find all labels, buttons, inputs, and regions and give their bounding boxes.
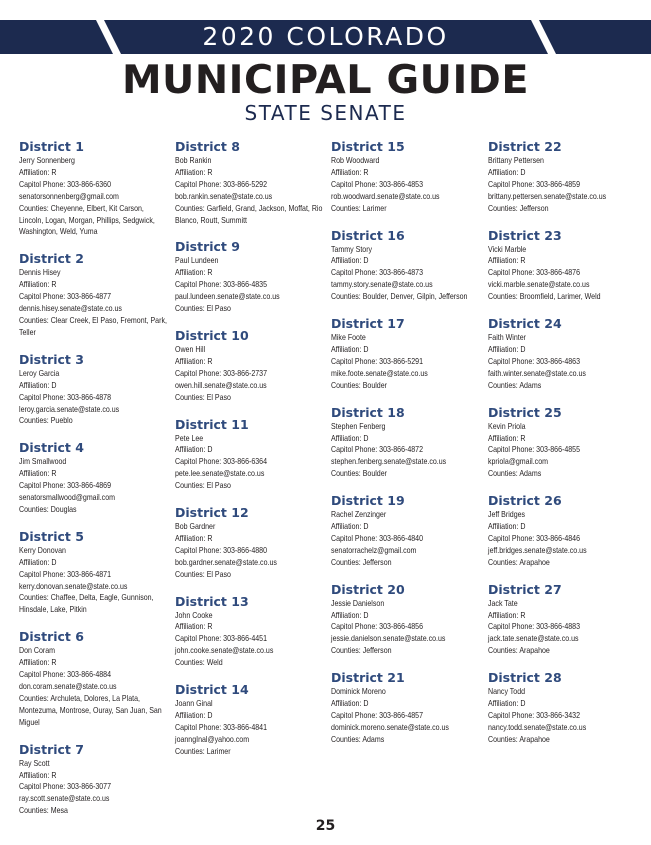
counties: Counties: Larimer [331,203,387,213]
capitol-phone: Capitol Phone: 303-866-4872 [331,445,424,455]
counties: Counties: Boulder [331,380,387,390]
counties: Counties: Mesa [19,806,68,816]
email-address[interactable]: stephen.fenberg.senate@state.co.us [331,457,447,467]
counties: Counties: Arapahoe [488,734,550,744]
senator-name: Dominick Moreno [331,687,386,697]
district-entry [331,316,483,392]
senator-name: Ray Scott [19,758,50,768]
district-column-2 [175,139,327,771]
capitol-phone: Capitol Phone: 303-866-4880 [175,545,268,555]
counties: Counties: Boulder, Denver, Gilpin, Jefferson [331,292,468,302]
district-entry [488,493,640,569]
email-address[interactable]: brittany.pettersen.senate@state.co.us [488,191,607,201]
senator-name: Brittany Pettersen [488,156,544,165]
district-entry [488,139,640,215]
capitol-phone: Capitol Phone: 303-866-4869 [19,481,112,491]
email-address[interactable]: senatorsonnenberg@gmail.com [19,191,119,201]
affiliation: Affiliation: R [175,268,213,278]
senator-name: Bob Rankin [175,156,212,165]
district-entry [175,328,327,404]
counties: Counties: Jefferson [488,203,549,213]
banner-title: 2020 COLORADO [202,22,449,51]
affiliation: Affiliation: D [488,167,526,177]
email-address[interactable]: paul.lundeen.senate@state.co.us [175,292,280,302]
district-column-4 [488,139,640,759]
header-banner [0,20,651,54]
district-entry [331,493,483,569]
district-title: District 22 [488,139,562,154]
district-title: District 23 [488,227,562,243]
district-title: District 20 [331,581,405,597]
district-entry [488,582,640,658]
district-title: District 19 [331,493,405,509]
senator-name: Bob Gardner [175,522,216,532]
capitol-phone: Capitol Phone: 303-866-4857 [331,711,424,720]
email-address[interactable]: dominick.moreno.senate@state.co.us [331,722,449,732]
affiliation: Affiliation: R [488,610,526,620]
district-entry [175,594,327,670]
district-entry [19,251,171,338]
capitol-phone: Capitol Phone: 303-866-4835 [175,280,268,290]
email-address[interactable]: kpriola@gmail.com [488,457,548,467]
senator-name: Rob Woodward [331,156,380,165]
counties: Counties: El Paso [175,304,231,314]
district-title: District 15 [331,139,405,154]
capitol-phone: Capitol Phone: 303-866-5292 [175,179,268,189]
district-column-3 [331,139,483,759]
affiliation: Affiliation: R [19,770,57,780]
counties: Counties: Chaffee, Delta, Eagle, Gunnison, Hinsdale, Lake, Pitkin [19,593,154,615]
counties: Counties: El Paso [175,569,231,579]
capitol-phone: Capitol Phone: 303-866-2737 [175,368,268,378]
district-title: District 10 [175,327,249,343]
district-entry [19,352,171,428]
email-address[interactable]: jessie.danielson.senate@state.co.us [331,634,446,644]
affiliation: Affiliation: R [175,622,213,632]
district-title: District 27 [488,581,562,597]
affiliation: Affiliation: D [175,445,213,455]
district-title: District 1 [19,139,84,154]
district-title: District 25 [488,404,562,420]
district-title: District 5 [19,528,84,544]
capitol-phone: Capitol Phone: 303-866-4878 [19,392,112,402]
email-address[interactable]: dennis.hisey.senate@state.co.us [19,304,122,314]
district-title: District 17 [331,316,405,332]
district-entry [175,682,327,758]
capitol-phone: Capitol Phone: 303-866-4873 [331,268,424,278]
capitol-phone: Capitol Phone: 303-866-4846 [488,533,581,543]
counties: Counties: Adams [488,469,542,479]
district-entry [488,670,640,746]
district-title: District 2 [19,251,84,267]
capitol-phone: Capitol Phone: 303-866-6364 [175,457,268,467]
email-address[interactable]: bob.rankin.senate@state.co.us [175,191,273,201]
capitol-phone: Capitol Phone: 303-866-4884 [19,670,112,680]
page-title: MUNICIPAL GUIDE [121,58,530,103]
email-address[interactable]: kerry.donovan.senate@state.co.us [19,581,128,591]
district-title: District 12 [175,505,249,521]
capitol-phone: Capitol Phone: 303-866-4876 [488,268,581,278]
district-entry [19,139,171,238]
district-entry [331,139,483,215]
district-title: District 18 [331,404,405,420]
district-title: District 28 [488,670,562,686]
email-address[interactable]: leroy.garcia.senate@state.co.us [19,404,120,414]
affiliation: Affiliation: D [331,522,369,532]
email-address[interactable]: don.coram.senate@state.co.us [19,682,117,691]
district-title: District 16 [331,227,405,243]
affiliation: Affiliation: R [175,356,213,366]
senator-name: Don Coram [19,646,56,656]
counties: Counties: Jefferson [331,646,392,656]
capitol-phone: Capitol Phone: 303-866-4871 [19,569,112,579]
senator-name: Tammy Story [331,244,373,254]
senator-name: Leroy Garcia [19,368,60,378]
senator-name: Jim Smallwood [19,457,67,467]
affiliation: Affiliation: D [331,699,369,709]
district-entry [175,505,327,581]
counties: Counties: Weld [175,658,223,668]
page-subtitle: STATE SENATE [244,101,407,125]
email-address[interactable]: jack.tate.senate@state.co.us [488,634,579,644]
district-entry [19,440,171,516]
district-title: District 3 [19,351,84,367]
district-entry [488,405,640,481]
counties: Counties: Larimer [175,746,231,756]
page-number: 25 [315,818,336,834]
district-title: District 21 [331,670,405,686]
district-entry [331,670,483,746]
capitol-phone: Capitol Phone: 303-866-3077 [19,782,112,792]
counties: Counties: El Paso [175,392,231,402]
affiliation: Affiliation: R [488,433,526,443]
district-title: District 13 [175,593,249,609]
district-title: District 9 [175,239,240,255]
affiliation: Affiliation: R [19,280,57,290]
district-entry [175,139,327,226]
affiliation: Affiliation: D [488,522,526,532]
district-entry [488,228,640,304]
email-address[interactable]: rob.woodward.senate@state.co.us [331,191,440,201]
counties: Counties: Arapahoe [488,646,550,656]
district-entry [331,405,483,481]
district-entry [175,239,327,315]
senator-name: Mike Foote [331,333,366,343]
senator-name: Kerry Donovan [19,545,66,555]
capitol-phone: Capitol Phone: 303-866-4841 [175,722,268,732]
email-address[interactable]: tammy.story.senate@state.co.us [331,280,433,290]
district-column-1 [19,139,171,830]
senator-name: Jeff Bridges [488,510,526,520]
counties: Counties: Douglas [19,504,77,514]
affiliation: Affiliation: D [488,344,526,354]
capitol-phone: Capitol Phone: 303-866-4863 [488,356,581,366]
counties: Counties: Adams [331,734,385,744]
district-title: District 26 [488,493,562,509]
affiliation: Affiliation: R [331,167,369,177]
district-title: District 8 [175,139,240,154]
affiliation: Affiliation: D [331,610,369,620]
counties: Counties: Jefferson [331,557,392,567]
senator-name: Paul Lundeen [175,256,219,266]
senator-name: Jack Tate [488,598,518,608]
senator-name: Nancy Todd [488,687,526,697]
senator-name: Faith Winter [488,333,526,343]
senator-name: Jerry Sonnenberg [19,156,75,165]
district-entry [331,582,483,658]
district-title: District 4 [19,440,84,456]
affiliation: Affiliation: D [19,380,57,390]
capitol-phone: Capitol Phone: 303-866-4855 [488,445,581,455]
capitol-phone: Capitol Phone: 303-866-4853 [331,179,424,189]
district-entry [19,742,171,818]
capitol-phone: Capitol Phone: 303-866-4451 [175,634,268,644]
email-address[interactable]: vicki.marble.senate@state.co.us [488,280,590,290]
email-address[interactable]: pete.lee.senate@state.co.us [175,469,265,479]
affiliation: Affiliation: R [19,167,57,177]
capitol-phone: Capitol Phone: 303-866-4840 [331,533,424,543]
counties: Counties: Adams [488,380,542,390]
senator-name: Stephen Fenberg [331,421,386,431]
capitol-phone: Capitol Phone: 303-866-5291 [331,356,424,366]
affiliation: Affiliation: R [175,533,213,543]
district-entry [19,629,171,728]
email-address[interactable]: joanngInal@yahoo.com [175,734,250,744]
email-address[interactable]: john.cooke.senate@state.co.us [175,646,274,656]
affiliation: Affiliation: R [175,167,213,177]
counties: Counties: El Paso [175,481,231,491]
counties: Counties: Arapahoe [488,557,550,567]
affiliation: Affiliation: R [488,256,526,266]
senator-name: Kevin Priola [488,421,526,431]
affiliation: Affiliation: D [19,557,57,567]
affiliation: Affiliation: D [331,433,369,443]
affiliation: Affiliation: D [488,699,526,709]
capitol-phone: Capitol Phone: 303-866-3432 [488,711,581,720]
email-address[interactable]: jeff.bridges.senate@state.co.us [488,545,587,555]
email-address[interactable]: faith.winter.senate@state.co.us [488,368,586,378]
district-entry [19,529,171,616]
district-title: District 7 [19,741,84,757]
senator-name: Pete Lee [175,433,204,443]
email-address[interactable]: senatorsmallwood@gmail.com [19,493,115,503]
email-address[interactable]: owen.hill.senate@state.co.us [175,380,267,390]
capitol-phone: Capitol Phone: 303-866-4859 [488,179,581,189]
senator-name: Joann Ginal [175,699,213,709]
counties: Counties: Archuleta, Dolores, La Plata, Montezuma, Montrose, Ouray, San Juan, San Miguel [19,693,162,727]
email-address[interactable]: bob.gardner.senate@state.co.us [175,557,277,567]
affiliation: Affiliation: R [19,658,57,668]
district-entry [331,228,483,304]
affiliation: Affiliation: D [331,256,369,266]
counties: Counties: Clear Creek, El Paso, Fremont, Park, Teller [19,315,167,337]
affiliation: Affiliation: D [331,344,369,354]
senator-name: John Cooke [175,610,213,620]
capitol-phone: Capitol Phone: 303-866-4877 [19,292,112,302]
district-entry [175,417,327,493]
capitol-phone: Capitol Phone: 303-866-6360 [19,179,112,189]
district-title: District 6 [19,629,84,645]
capitol-phone: Capitol Phone: 303-866-4883 [488,622,581,632]
capitol-phone: Capitol Phone: 303-866-4856 [331,622,424,632]
counties: Counties: Pueblo [19,416,73,426]
counties: Counties: Garfield, Grand, Jackson, Moffat, Rio Blanco, Routt, Summitt [175,203,323,225]
senator-name: Rachel Zenzinger [331,510,387,520]
counties: Counties: Cheyenne, Elbert, Kit Carson, Lincoln, Logan, Morgan, Phillips, Sedgwick, Washington, Weld, Yuma [19,203,155,237]
counties: Counties: Boulder [331,469,387,479]
senator-name: Owen Hill [175,344,206,354]
affiliation: Affiliation: R [19,469,57,479]
affiliation: Affiliation: D [175,711,213,720]
district-entry [488,316,640,392]
email-address[interactable]: ray.scott.senate@state.co.us [19,794,110,804]
senator-name: Dennis Hisey [19,268,61,278]
email-address[interactable]: senatorrachelz@gmail.com [331,545,417,555]
district-title: District 24 [488,316,562,332]
senator-name: Jessie Danielson [331,598,385,608]
district-title: District 14 [175,682,249,698]
senator-name: Vicki Marble [488,244,527,254]
email-address[interactable]: nancy.todd.senate@state.co.us [488,722,587,732]
email-address[interactable]: mike.foote.senate@state.co.us [331,368,428,378]
district-title: District 11 [175,416,249,432]
counties: Counties: Broomfield, Larimer, Weld [488,292,601,302]
